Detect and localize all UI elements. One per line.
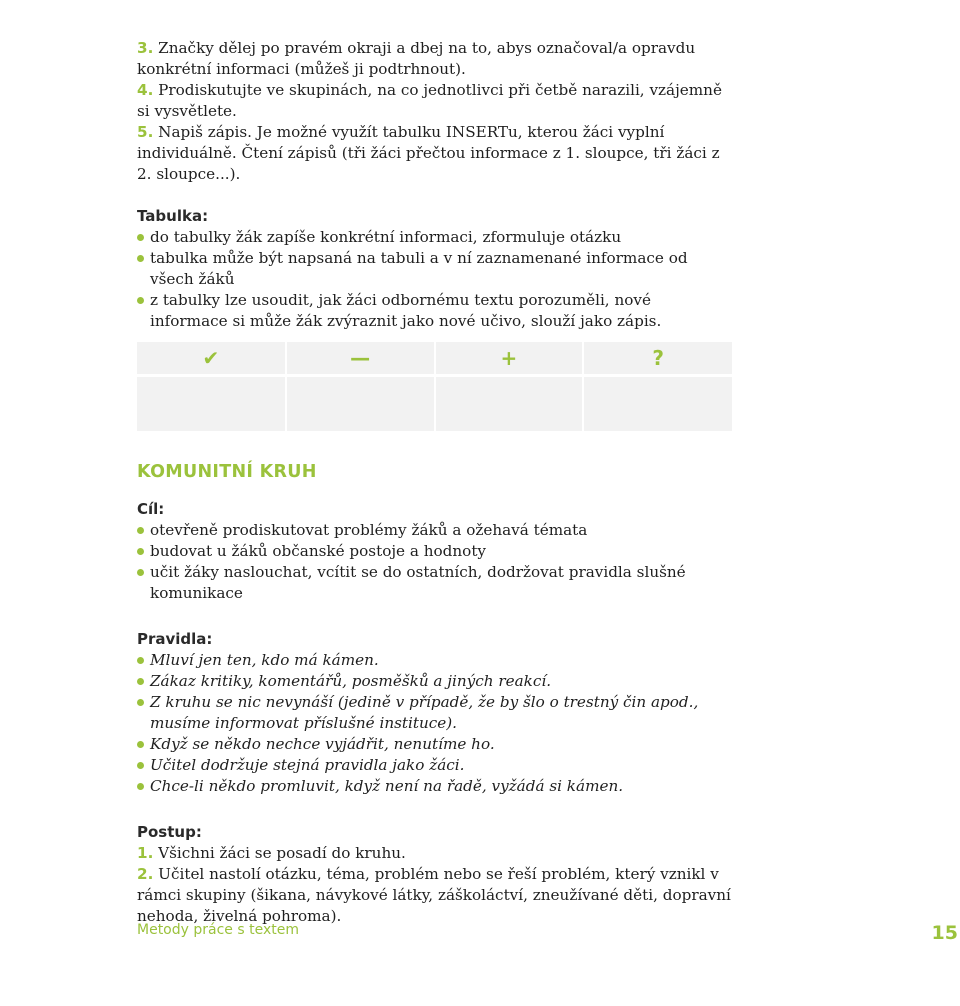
footer-title: Metody práce s textem — [137, 922, 299, 938]
step-number: 1. — [137, 844, 154, 862]
list-item — [137, 562, 732, 604]
list-item-text: budovat u žáků občanské postoje a hodnoty — [150, 542, 487, 560]
list-item — [137, 541, 732, 562]
list-item-text: Zákaz kritiky, komentářů, posměšků a jiných reakcí. — [150, 672, 552, 690]
list-item-text: z tabulky lze usoudit, jak žáci odbornému textu porozuměli, nové informace si může žák zvýraznit jako nové učivo, slouží jako zápis. — [150, 291, 662, 330]
insert-table — [137, 342, 732, 431]
bullet-icon — [137, 678, 144, 685]
page-number: 15 — [931, 922, 958, 944]
table-cell — [137, 376, 286, 432]
step-text: Napiš zápis. Je možné využít tabulku INSERTu, kterou žáci vyplní individuálně. Čtení zápisů (tři žáci přečtou informace z 1. sloupce, tři žáci z 2. sloupce...). — [137, 123, 720, 183]
step-number: 2. — [137, 865, 154, 883]
list-item — [137, 290, 732, 332]
tabulka-heading: Tabulka: — [137, 207, 209, 225]
bullet-icon — [137, 699, 144, 706]
list-item-text: Chce-li někdo promluvit, když není na řadě, vyžádá si kámen. — [150, 777, 624, 795]
list-item-text: Když se někdo nechce vyjádřit, nenutíme ho. — [150, 735, 495, 753]
table-cell — [435, 376, 584, 432]
bullet-icon — [137, 762, 144, 769]
step-5 — [137, 122, 732, 185]
step-text: Učitel nastolí otázku, téma, problém nebo se řeší problém, který vznikl v rámci skupiny (šikana, návykové látky, záškoláctví, zneužívané děti, dopravní nehoda, živelná pohroma). — [137, 865, 731, 925]
list-item — [137, 248, 732, 290]
list-item-text: učit žáky naslouchat, vcítit se do ostatních, dodržovat pravidla slušné komunikace — [150, 563, 686, 602]
list-item-text: do tabulky žák zapíše konkrétní informaci, zformuluje otázku — [150, 228, 622, 246]
bullet-icon — [137, 569, 144, 576]
plus-icon: + — [435, 342, 584, 376]
page-content — [137, 38, 732, 927]
bullet-icon — [137, 548, 144, 555]
step-text: Všichni žáci se posadí do kruhu. — [158, 844, 406, 862]
list-item-text: Z kruhu se nic nevynáší (jedině v případě, že by šlo o trestný čin apod., musíme informovat příslušné instituce). — [150, 693, 699, 732]
question-mark-icon: ? — [583, 342, 732, 376]
list-item — [137, 776, 732, 797]
tabulka-list — [137, 227, 732, 332]
bullet-icon — [137, 255, 144, 262]
step-text: Značky dělej po pravém okraji a dbej na to, abys označoval/a opravdu konkrétní informaci (můžeš ji podtrhnout). — [137, 39, 696, 78]
cil-list — [137, 520, 732, 604]
list-item-text: tabulka může být napsaná na tabuli a v ní zaznamenané informace od všech žáků — [150, 249, 688, 288]
step-3 — [137, 38, 732, 80]
list-item-text: Učitel dodržuje stejná pravidla jako žáci. — [150, 756, 465, 774]
intro-steps — [137, 38, 732, 185]
step-number: 5. — [137, 123, 154, 141]
step-number: 3. — [137, 39, 154, 57]
cil-heading: Cíl: — [137, 500, 165, 518]
bullet-icon — [137, 297, 144, 304]
table-cell — [286, 376, 435, 432]
postup-step-2 — [137, 864, 732, 927]
list-item — [137, 671, 732, 692]
bullet-icon — [137, 741, 144, 748]
bullet-icon — [137, 527, 144, 534]
insert-table-header — [137, 342, 732, 376]
step-number: 4. — [137, 81, 154, 99]
list-item-text: otevřeně prodiskutovat problémy žáků a ožehavá témata — [150, 521, 588, 539]
bullet-icon — [137, 783, 144, 790]
section-title: KOMUNITNÍ KRUH — [137, 462, 317, 482]
list-item — [137, 520, 732, 541]
postup-step-1 — [137, 843, 732, 864]
insert-table-row — [137, 376, 732, 432]
table-cell — [583, 376, 732, 432]
bullet-icon — [137, 657, 144, 664]
pravidla-heading: Pravidla: — [137, 630, 213, 648]
minus-icon: — — [286, 342, 435, 376]
step-4 — [137, 80, 732, 122]
postup-heading: Postup: — [137, 823, 202, 841]
check-mark-icon: ✔ — [137, 342, 286, 376]
list-item-text: Mluví jen ten, kdo má kámen. — [150, 651, 379, 669]
bullet-icon — [137, 234, 144, 241]
list-item — [137, 692, 732, 734]
list-item — [137, 227, 732, 248]
list-item — [137, 755, 732, 776]
pravidla-list — [137, 650, 732, 797]
list-item — [137, 650, 732, 671]
step-text: Prodiskutujte ve skupinách, na co jednotlivci při četbě narazili, vzájemně si vysvětlete. — [137, 81, 722, 120]
list-item — [137, 734, 732, 755]
